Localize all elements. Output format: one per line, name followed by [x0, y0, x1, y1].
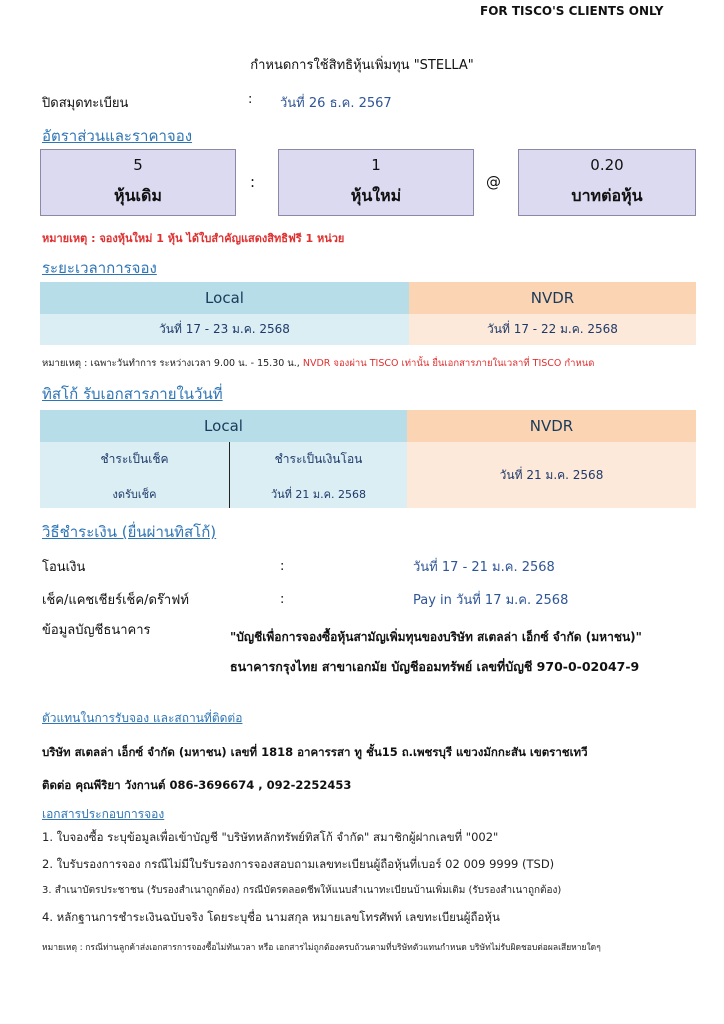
submit-heading: ทิสโก้ รับเอกสารภายในวันที่ [42, 385, 223, 403]
submit-transfer-title: ชำระเป็นเงินโอน [274, 452, 363, 466]
period-local-dates: วันที่ 17 - 23 ม.ค. 2568 [40, 314, 409, 345]
cheque-label: เช็ค/แคชเชียร์เช็ค/ดร๊าฟท์ [42, 593, 189, 608]
old-shares-label: หุ้นเดิม [114, 186, 162, 205]
bank-account-name: "บัญชีเพื่อการจองซื้อหุ้นสามัญเพิ่มทุนของบริษัท สเตลล่า เอ็กซ์ จำกัด (มหาชน)" [230, 630, 642, 644]
new-shares-number: 1 [371, 156, 381, 174]
agent-contact: ติดต่อ คุณพีริยา วังกานต์ 086-3696674 , 092-2252453 [42, 778, 352, 792]
price-box [518, 149, 696, 216]
transfer-value: วันที่ 17 - 21 ม.ค. 2568 [413, 560, 555, 575]
period-note-text: หมายเหตุ : เฉพาะวันทำการ ระหว่างเวลา 9.00 น. - 15.30 น., [42, 358, 300, 369]
clients-only-label: FOR TISCO'S CLIENTS ONLY [480, 4, 664, 18]
transfer-colon: : [280, 559, 285, 574]
document-item-1: 1. ใบจองซื้อ ระบุข้อมูลเพื่อเข้าบัญชี "บริษัทหลักทรัพย์ทิสโก้ จำกัด" สมาชิกผู้ฝากเลขที่ "002" [42, 830, 499, 844]
bank-account-details: ธนาคารกรุงไทย สาขาเอกมัย บัญชีออมทรัพย์ เลขที่บัญชี 970-0-02047-9 [230, 659, 640, 674]
submit-cheque-title: ชำระเป็นเช็ค [100, 452, 169, 466]
transfer-label: โอนเงิน [42, 560, 86, 575]
document-item-2: 2. ใบรับรองการจอง กรณีไม่มีใบรับรองการจองสอบถามเลขทะเบียนผู้ถือหุ้นที่เบอร์ 02 009 9999 (TSD) [42, 857, 555, 871]
submit-nvdr-header: NVDR [407, 410, 696, 442]
submit-cheque-cell [40, 442, 229, 508]
price-number: 0.20 [590, 156, 624, 174]
new-shares-box [278, 149, 474, 216]
period-local-header: Local [40, 282, 409, 314]
period-nvdr-dates: วันที่ 17 - 22 ม.ค. 2568 [409, 314, 696, 345]
at-symbol: @ [486, 173, 501, 191]
book-close-colon: : [248, 92, 253, 107]
document-item-3: 3. สำเนาบัตรประชาชน (รับรองสำเนาถูกต้อง) กรณีบัตรตลอดชีพให้แนบสำเนาทะเบียนบ้านเพิ่มเติม (รับรองสำเนาถูกต้อง) [42, 885, 562, 896]
submit-transfer-cell [230, 442, 407, 508]
new-shares-label: หุ้นใหม่ [350, 186, 402, 205]
submit-cheque-value: งดรับเช็ค [112, 488, 157, 501]
period-note-nvdr: NVDR จองผ่าน TISCO เท่านั้น ยื่นเอกสารภายในเวลาที่ TISCO กำหนด [299, 358, 595, 369]
old-shares-number: 5 [133, 156, 143, 174]
price-label: บาทต่อหุ้น [571, 186, 643, 205]
submit-local-header: Local [40, 410, 407, 442]
agent-address: บริษัท สเตลล่า เอ็กซ์ จำกัด (มหาชน) เลขที่ 1818 อาคารรสา ทู ชั้น15 ถ.เพชรบุรี แขวงมักกะสัน เขตราชเทวี [42, 745, 588, 759]
old-shares-box [40, 149, 236, 216]
submit-nvdr-value: วันที่ 21 ม.ค. 2568 [407, 442, 696, 508]
submit-table [40, 410, 696, 508]
agent-heading: ตัวแทนในการรับจอง และสถานที่ติดต่อ [42, 711, 243, 725]
period-note [42, 356, 594, 371]
cheque-value: Pay in วันที่ 17 ม.ค. 2568 [413, 593, 569, 608]
period-table [40, 282, 696, 345]
book-close-value: วันที่ 26 ธ.ค. 2567 [280, 96, 392, 111]
document-item-4: 4. หลักฐานการชำระเงินฉบับจริง โดยระบุชื่อ นามสกุล หมายเลขโทรศัพท์ เลขทะเบียนผู้ถือหุ้น [42, 910, 500, 924]
documents-footnote: หมายเหตุ : กรณีท่านลูกค้าส่งเอกสารการจองซื้อไม่ทันเวลา หรือ เอกสารไม่ถูกต้องครบถ้วนตามที่บริษัทตัวแทนกำหนด บริษัทไม่รับผิดชอบต่อผลเสียหายใดๆ [42, 943, 601, 953]
ratio-heading: อัตราส่วนและราคาจอง [42, 127, 193, 145]
submit-transfer-value: วันที่ 21 ม.ค. 2568 [270, 488, 367, 501]
bank-label: ข้อมูลบัญชีธนาคาร [42, 623, 151, 638]
documents-heading: เอกสารประกอบการจอง [42, 807, 165, 821]
ratio-note: หมายเหตุ : จองหุ้นใหม่ 1 หุ้น ได้ใบสำคัญแสดงสิทธิฟรี 1 หน่วย [42, 232, 345, 245]
period-nvdr-header: NVDR [409, 282, 696, 314]
payment-heading: วิธีชำระเงิน (ยื่นผ่านทิสโก้) [42, 523, 217, 541]
period-heading: ระยะเวลาการจอง [42, 259, 157, 277]
ratio-colon: : [250, 173, 256, 191]
page-title: กำหนดการใช้สิทธิหุ้นเพิ่มทุน "STELLA" [250, 58, 474, 73]
cheque-colon: : [280, 592, 285, 607]
book-close-label: ปิดสมุดทะเบียน [42, 96, 129, 111]
